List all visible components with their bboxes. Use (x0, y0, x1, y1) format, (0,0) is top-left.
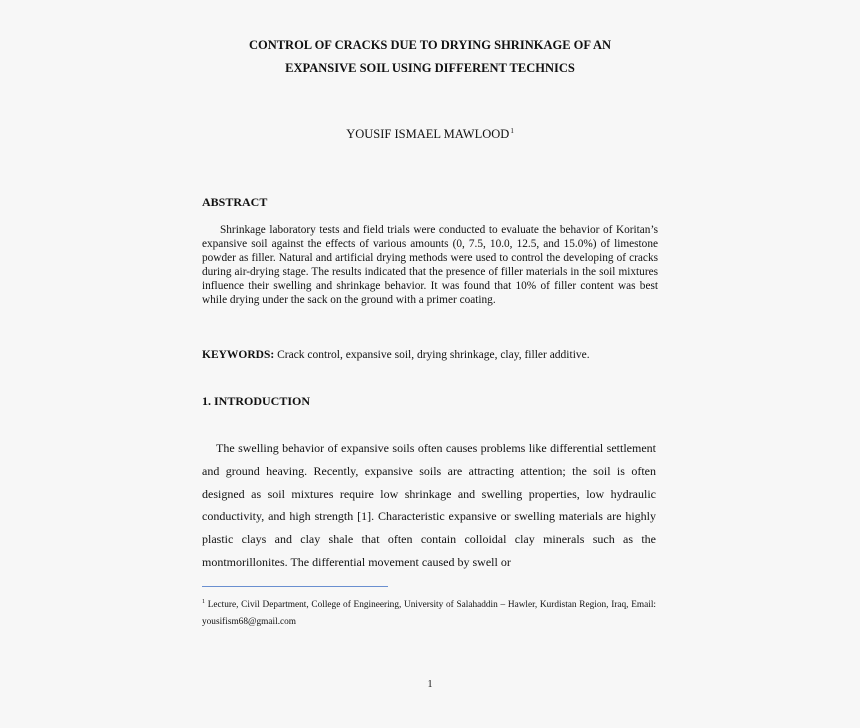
author-name: YOUSIF ISMAEL MAWLOOD (346, 127, 510, 142)
title-line-1: CONTROL OF CRACKS DUE TO DRYING SHRINKAGE OF AN (248, 38, 612, 52)
footnote (202, 594, 656, 631)
abstract-body: Shrinkage laboratory tests and field trials were conducted to evaluate the behavior of Koritan’s expansive soil against the effects of various amounts (0, 7.5, 10.0, 12.5, and 15.0%) of limestone powder as filler. Natural and artificial drying methods were used to control the developing of cracks during air-drying stage. The results indicated that the presence of filler materials in the soil mixtures influence their swelling and shrinkage behavior. It was found that 10% of filler content was best while drying under the sack on the ground with a primer coating. (202, 224, 658, 306)
title-line-2: EXPANSIVE SOIL USING DIFFERENT TECHNICS (285, 61, 575, 75)
footnote-text: Lecture, Civil Department, College of Engineering, University of Salahaddin – Hawler, Kurdistan Region, Iraq, Email: yousifism68@gmail.com (202, 600, 656, 628)
author-footnote-mark: 1 (510, 127, 514, 135)
keywords (202, 349, 658, 361)
keywords-label: KEYWORDS: (202, 349, 275, 361)
introduction-heading: 1. INTRODUCTION (202, 394, 311, 408)
introduction-body: The swelling behavior of expansive soils often causes problems like differential settlement and ground heaving. Recently, expansive soils are attracting attention; the soil is often designed as soil mixtures require low shrinkage and swelling properties, low hydraulic conductivity, and high strength [1]. Characteristic expansive or swelling materials are highly plastic clays and clay shale that often contain colloidal clay minerals such as the montmorillonites. The differential movement caused by swell or (202, 441, 656, 569)
footnote-mark: 1 (202, 599, 205, 605)
abstract-heading: ABSTRACT (202, 195, 268, 209)
keywords-text: Crack control, expansive soil, drying shrinkage, clay, filler additive. (274, 349, 590, 361)
author (0, 127, 860, 142)
page-number: 1 (427, 679, 433, 690)
footnote-separator (202, 586, 388, 587)
